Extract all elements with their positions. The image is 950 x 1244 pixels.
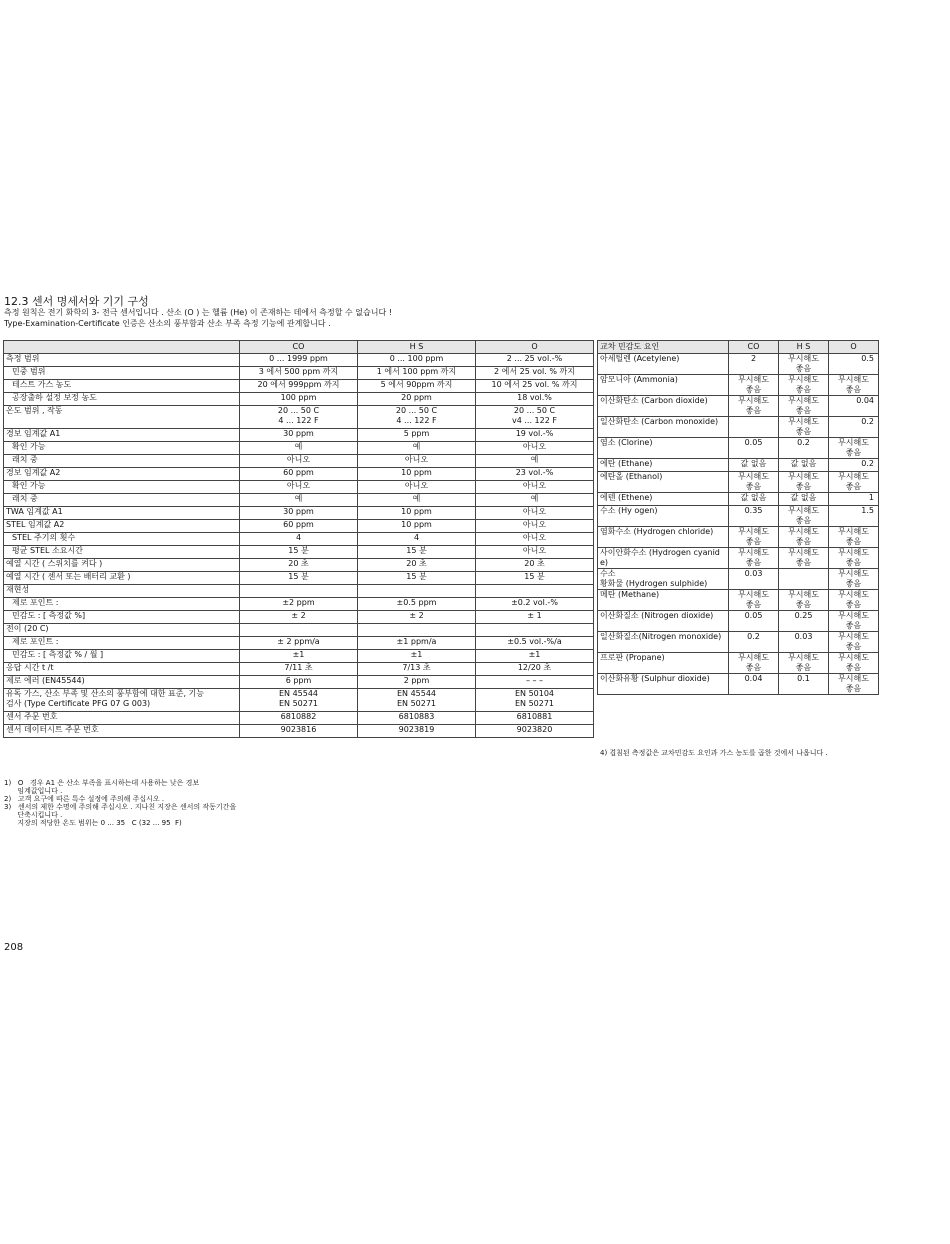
table-cell: 예	[476, 494, 594, 507]
row-label: 제로 포인트 :	[4, 598, 240, 611]
table-cell: 20 초	[240, 559, 358, 572]
table-row	[598, 590, 879, 611]
table-cell	[476, 585, 594, 598]
row-label: 제로 에러 (EN45544)	[4, 676, 240, 689]
factor-cell: 0.5	[829, 354, 879, 375]
table-row	[4, 455, 594, 468]
table-row	[4, 611, 594, 624]
table-cell: EN 45544 EN 50271	[358, 689, 476, 712]
table-cell: 예	[476, 455, 594, 468]
factor-cell: 값 없음	[779, 459, 829, 472]
table-cell: ± 2	[240, 611, 358, 624]
table-cell: 6810882	[240, 712, 358, 725]
footnote-item: 1) O 경우 A1 은 산소 부족을 표시하는데 사용하는 낮은 경보 임계값입니다 .	[4, 779, 200, 795]
table-cell	[240, 624, 358, 637]
gas-name: 이산화질소 (Nitrogen dioxide)	[598, 611, 729, 632]
row-label: TWA 임계값 A1	[4, 507, 240, 520]
gas-name: 염화수소 (Hydrogen chloride)	[598, 527, 729, 548]
table-row	[4, 637, 594, 650]
table-cell: ±1	[240, 650, 358, 663]
table-cell: 10 ppm	[358, 520, 476, 533]
table-cell	[240, 585, 358, 598]
table-cell: 9023816	[240, 725, 358, 738]
factor-cell: 무시해도 좋음	[779, 472, 829, 493]
gas-name: 일산화질소(Nitrogen monoxide)	[598, 632, 729, 653]
row-label: 재현성	[4, 585, 240, 598]
factor-cell: 무시해도 좋음	[829, 548, 879, 569]
table-cell: 2 ... 25 vol.-%	[476, 354, 594, 367]
table-cell: 4	[358, 533, 476, 546]
factor-cell: 무시해도 좋음	[829, 653, 879, 674]
table-cell: 4	[240, 533, 358, 546]
row-label: 유독 가스, 산소 부족 및 산소의 풍부함에 대한 표준, 기능 검사 (Type Certificate PFG 07 G 003)	[4, 689, 240, 712]
row-label: 예열 시간 ( 센서 또는 배터리 교환 )	[4, 572, 240, 585]
gas-name: 프로판 (Propane)	[598, 653, 729, 674]
table-row	[598, 569, 879, 590]
table-row	[4, 507, 594, 520]
factor-cell: 무시해도 좋음	[779, 375, 829, 396]
row-label: STEL 주기의 횟수	[4, 533, 240, 546]
row-label: 민감도 : [ 측정값 % / 월 ]	[4, 650, 240, 663]
table-cell: 30 ppm	[240, 507, 358, 520]
table-cell: ±0.2 vol.-%	[476, 598, 594, 611]
table-cell: 예	[358, 442, 476, 455]
table-cell: 3 에서 500 ppm 까지	[240, 367, 358, 380]
table-cell: 15 분	[358, 572, 476, 585]
factor-cell: 0.04	[829, 396, 879, 417]
factor-cell: 무시해도 좋음	[829, 472, 879, 493]
sensor-spec-table	[3, 340, 594, 738]
table-cell: 아니오	[476, 533, 594, 546]
factor-cell: 값 없음	[729, 493, 779, 506]
row-label: STEL 임계값 A2	[4, 520, 240, 533]
table-cell: 7/11 초	[240, 663, 358, 676]
table-row	[4, 481, 594, 494]
factor-cell: 무시해도 좋음	[729, 375, 779, 396]
cross-header-row	[598, 341, 879, 354]
row-label: 민중 범위	[4, 367, 240, 380]
table-cell: 20 ppm	[358, 393, 476, 406]
table-cell: 10 에서 25 vol. % 까지	[476, 380, 594, 393]
gas-name: 일산화탄소 (Carbon monoxide)	[598, 417, 729, 438]
table-cell: 0 ... 100 ppm	[358, 354, 476, 367]
factor-cell: 무시해도 좋음	[829, 632, 879, 653]
table-cell: 60 ppm	[240, 520, 358, 533]
table-row	[4, 725, 594, 738]
table-row	[598, 653, 879, 674]
table-cell: 7/13 초	[358, 663, 476, 676]
table-cell: 60 ppm	[240, 468, 358, 481]
table-cell: 2 에서 25 vol. % 까지	[476, 367, 594, 380]
spec-header-row	[4, 341, 594, 354]
table-cell: 20 ... 50 C 4 ... 122 F	[240, 406, 358, 429]
row-label: 평균 STEL 소요시간	[4, 546, 240, 559]
intro-text-2: Type-Examination-Certificate 인증은 산소의 풍부함과 산소 부족 측정 기능에 관계합니다 .	[4, 319, 331, 328]
row-label: 제로 포인트 :	[4, 637, 240, 650]
factor-cell: 1.5	[829, 506, 879, 527]
table-cell: 아니오	[476, 481, 594, 494]
table-cell: 19 vol.-%	[476, 429, 594, 442]
table-cell: 아니오	[358, 455, 476, 468]
table-cell: 20 초	[476, 559, 594, 572]
factor-cell: 무시해도 좋음	[729, 396, 779, 417]
table-row	[4, 712, 594, 725]
table-row	[598, 472, 879, 493]
table-cell: 아니오	[358, 481, 476, 494]
spec-header-cell: CO	[240, 341, 358, 354]
cross-header-cell: H S	[779, 341, 829, 354]
factor-cell: 0.05	[729, 611, 779, 632]
factor-cell: 무시해도 좋음	[729, 472, 779, 493]
table-cell: 아니오	[476, 507, 594, 520]
table-cell: 15 분	[476, 572, 594, 585]
gas-name: 이산화유황 (Sulphur dioxide)	[598, 674, 729, 695]
factor-cell: 0.2	[829, 417, 879, 438]
table-row	[598, 459, 879, 472]
factor-cell: 무시해도 좋음	[779, 506, 829, 527]
table-cell: 30 ppm	[240, 429, 358, 442]
table-row	[4, 598, 594, 611]
factor-cell: 무시해도 좋음	[729, 590, 779, 611]
table-cell: 아니오	[240, 455, 358, 468]
table-cell: 6810881	[476, 712, 594, 725]
table-row	[598, 506, 879, 527]
factor-cell: 0.25	[779, 611, 829, 632]
factor-cell: 0.04	[729, 674, 779, 695]
table-row	[4, 367, 594, 380]
factor-cell: 0.2	[829, 459, 879, 472]
table-cell: 23 vol.-%	[476, 468, 594, 481]
page-number: 208	[4, 942, 24, 953]
row-label: 응답 시간 t /t	[4, 663, 240, 676]
gas-name: 염소 (Clorine)	[598, 438, 729, 459]
table-cell: ± 1	[476, 611, 594, 624]
row-label: 예열 시간 ( 스위치를 켜다 )	[4, 559, 240, 572]
table-cell: 10 ppm	[358, 468, 476, 481]
table-cell: 15 분	[240, 572, 358, 585]
table-row	[4, 533, 594, 546]
table-cell: ±0.5 ppm	[358, 598, 476, 611]
table-cell: EN 50104 EN 50271	[476, 689, 594, 712]
table-cell: 아니오	[476, 520, 594, 533]
spec-header-cell: O	[476, 341, 594, 354]
gas-name: 에탄올 (Ethanol)	[598, 472, 729, 493]
row-label: 측정 범위	[4, 354, 240, 367]
table-cell: 10 ppm	[358, 507, 476, 520]
table-row	[598, 396, 879, 417]
row-label: 센서 데이터시트 주문 번호	[4, 725, 240, 738]
cross-header-cell: O	[829, 341, 879, 354]
table-row	[598, 438, 879, 459]
table-cell: 20 에서 999ppm 까지	[240, 380, 358, 393]
gas-name: 아세틸렌 (Acetylene)	[598, 354, 729, 375]
table-row	[598, 527, 879, 548]
gas-name: 에텐 (Ethene)	[598, 493, 729, 506]
table-cell: 예	[358, 494, 476, 507]
gas-name: 수소 황화물 (Hydrogen sulphide)	[598, 569, 729, 590]
table-cell	[476, 624, 594, 637]
table-cell: 12/20 초	[476, 663, 594, 676]
table-cell: 20 ... 50 C v4 ... 122 F	[476, 406, 594, 429]
table-row	[4, 689, 594, 712]
table-row	[598, 548, 879, 569]
row-label: 전이 (20 C)	[4, 624, 240, 637]
factor-cell: 0.2	[779, 438, 829, 459]
table-cell	[358, 585, 476, 598]
factor-cell: 무시해도 좋음	[779, 590, 829, 611]
factor-cell: 무시해도 좋음	[829, 438, 879, 459]
factor-cell: 0.03	[729, 569, 779, 590]
factor-cell: 무시해도 좋음	[779, 527, 829, 548]
table-cell: 6810883	[358, 712, 476, 725]
row-label: 온도 범위 , 작동	[4, 406, 240, 429]
factor-cell: 0.05	[729, 438, 779, 459]
table-cell: 0 ... 1999 ppm	[240, 354, 358, 367]
factor-cell: 무시해도 좋음	[779, 548, 829, 569]
table-row	[4, 546, 594, 559]
table-cell: 15 분	[358, 546, 476, 559]
table-cell: 18 vol.%	[476, 393, 594, 406]
table-cell: 100 ppm	[240, 393, 358, 406]
table-row	[4, 354, 594, 367]
row-label: 확인 가능	[4, 481, 240, 494]
factor-cell: 무시해도 좋음	[779, 354, 829, 375]
table-cell: 예	[240, 494, 358, 507]
table-cell: ±2 ppm	[240, 598, 358, 611]
factor-cell: 무시해도 좋음	[829, 590, 879, 611]
table-cell: 아니오	[240, 481, 358, 494]
table-row	[598, 354, 879, 375]
factor-cell: 무시해도 좋음	[729, 548, 779, 569]
table-cell	[358, 624, 476, 637]
factor-cell: 값 없음	[729, 459, 779, 472]
factor-cell: 값 없음	[779, 493, 829, 506]
intro-text-1: 측정 원칙은 전기 화학의 3- 전극 센서입니다 . 산소 (O ) 는 헬륨 (He) 이 존재하는 데에서 측정할 수 없습니다 !	[4, 308, 392, 317]
table-cell: 5 ppm	[358, 429, 476, 442]
gas-name: 메탄 (Methane)	[598, 590, 729, 611]
table-row	[598, 611, 879, 632]
table-row	[4, 393, 594, 406]
table-row	[4, 650, 594, 663]
footnote-item: 3) 센서의 제한 수명에 주의해 주십시오 . 지나친 지장은 센서의 작동기간을 단축시킵니다 . 지장의 적당한 온도 범위는 0 ... 35 C (32 ... 95 F)	[4, 803, 237, 827]
table-cell: 20 초	[358, 559, 476, 572]
factor-cell: 2	[729, 354, 779, 375]
table-cell: 20 ... 50 C 4 ... 122 F	[358, 406, 476, 429]
table-row	[598, 417, 879, 438]
row-label: 테스트 가스 농도	[4, 380, 240, 393]
factor-cell: 0.35	[729, 506, 779, 527]
row-label: 경보 임계값 A1	[4, 429, 240, 442]
gas-name: 수소 (Hy ogen)	[598, 506, 729, 527]
row-label: 공장출하 설정 보정 농도	[4, 393, 240, 406]
table-row	[598, 632, 879, 653]
table-cell: EN 45544 EN 50271	[240, 689, 358, 712]
table-cell: 2 ppm	[358, 676, 476, 689]
gas-name: 사이안화수소 (Hydrogen cyanid e)	[598, 548, 729, 569]
gas-name: 암모니아 (Ammonia)	[598, 375, 729, 396]
table-row	[4, 572, 594, 585]
table-cell: 6 ppm	[240, 676, 358, 689]
spec-header-cell	[4, 341, 240, 354]
footnotes	[4, 779, 304, 827]
table-cell: – – –	[476, 676, 594, 689]
factor-cell	[779, 569, 829, 590]
table-row	[598, 493, 879, 506]
table-cell: ±1	[358, 650, 476, 663]
table-row	[4, 585, 594, 598]
table-row	[4, 429, 594, 442]
table-row	[4, 442, 594, 455]
spec-header-cell: H S	[358, 341, 476, 354]
table-cell: 아니오	[476, 442, 594, 455]
table-cell: 5 에서 90ppm 까지	[358, 380, 476, 393]
row-label: 센서 주문 번호	[4, 712, 240, 725]
table-cell: 9023819	[358, 725, 476, 738]
table-cell: ± 2	[358, 611, 476, 624]
table-row	[4, 406, 594, 429]
table-row	[4, 663, 594, 676]
factor-cell: 무시해도 좋음	[829, 375, 879, 396]
table-cell: 15 분	[240, 546, 358, 559]
row-label: 경보 임계값 A2	[4, 468, 240, 481]
factor-cell: 무시해도 좋음	[729, 653, 779, 674]
table-cell: ± 2 ppm/a	[240, 637, 358, 650]
table-row	[598, 375, 879, 396]
factor-cell: 1	[829, 493, 879, 506]
factor-cell: 0.1	[779, 674, 829, 695]
factor-cell: 무시해도 좋음	[829, 569, 879, 590]
table-cell: ±0.5 vol.-%/a	[476, 637, 594, 650]
factor-cell: 0.03	[779, 632, 829, 653]
factor-cell: 무시해도 좋음	[829, 674, 879, 695]
section-heading: 12.3 센서 명세서와 기기 구성	[4, 295, 149, 308]
gas-name: 에탄 (Ethane)	[598, 459, 729, 472]
footnote-item: 2) 고객 요구에 따른 특수 설정에 주의해 주십시오 .	[4, 795, 165, 803]
factor-cell: 무시해도 좋음	[829, 611, 879, 632]
factor-cell: 무시해도 좋음	[779, 653, 829, 674]
table-cell: 예	[240, 442, 358, 455]
table-row	[4, 380, 594, 393]
table-row	[598, 674, 879, 695]
table-cell: 9023820	[476, 725, 594, 738]
table-row	[4, 559, 594, 572]
table-row	[4, 520, 594, 533]
factor-cell: 무시해도 좋음	[729, 527, 779, 548]
table-row	[4, 624, 594, 637]
factor-cell: 0.2	[729, 632, 779, 653]
row-label: 래치 중	[4, 494, 240, 507]
cross-header-cell: 교차 민감도 요인	[598, 341, 729, 354]
factor-cell: 무시해도 좋음	[779, 417, 829, 438]
row-label: 민감도 : [ 측정값 %]	[4, 611, 240, 624]
cross-sensitivity-table	[597, 340, 879, 695]
table-row	[4, 494, 594, 507]
table-row	[4, 468, 594, 481]
table-cell: 1 에서 100 ppm 까지	[358, 367, 476, 380]
factor-cell	[729, 417, 779, 438]
table-cell: ±1 ppm/a	[358, 637, 476, 650]
cross-header-cell: CO	[729, 341, 779, 354]
row-label: 래치 중	[4, 455, 240, 468]
gas-name: 이산화탄소 (Carbon dioxide)	[598, 396, 729, 417]
footnote-4: 4) 겹침된 측정값은 교차민감도 요인과 가스 농도를 곱한 것에서 나옵니다 .	[600, 749, 828, 757]
factor-cell: 무시해도 좋음	[779, 396, 829, 417]
row-label: 확인 가능	[4, 442, 240, 455]
table-row	[4, 676, 594, 689]
table-cell: ±1	[476, 650, 594, 663]
table-cell: 아니오	[476, 546, 594, 559]
factor-cell: 무시해도 좋음	[829, 527, 879, 548]
